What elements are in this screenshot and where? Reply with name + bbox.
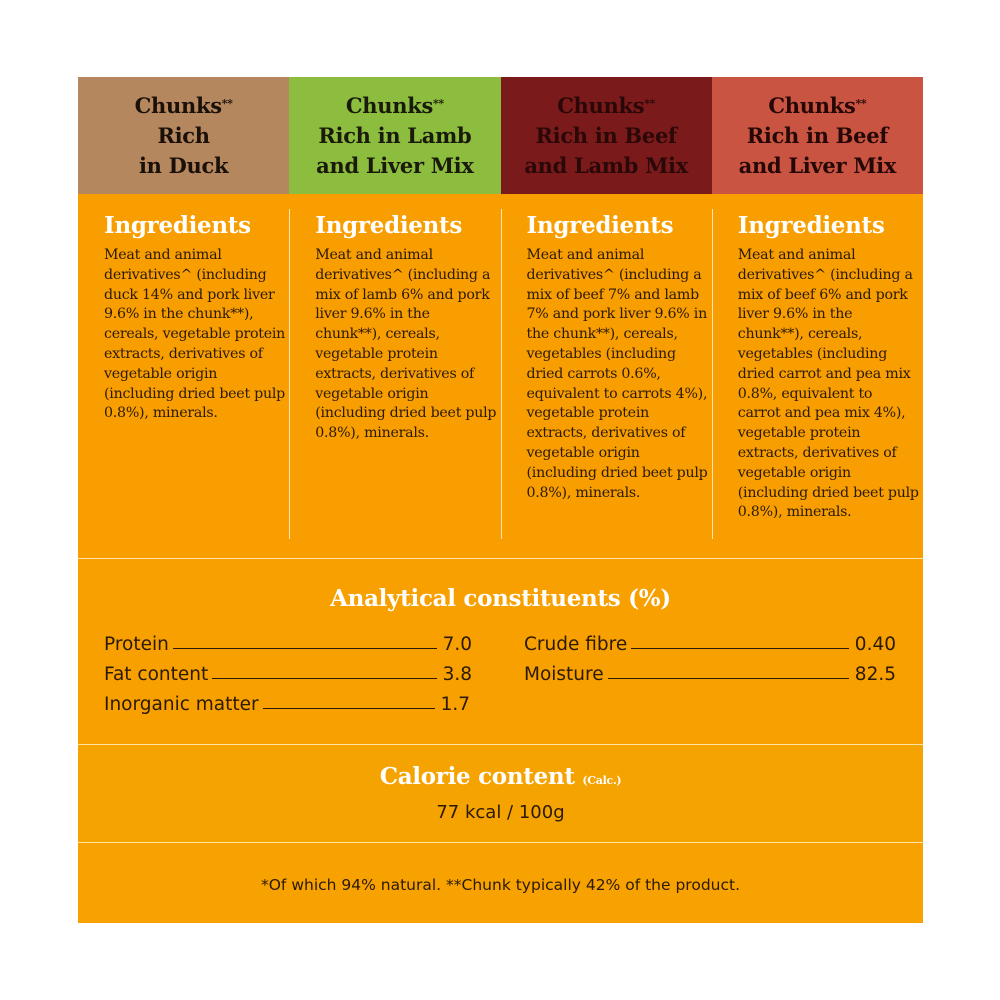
analytical-left-column xyxy=(104,625,472,715)
constituent-label: Moisture xyxy=(524,664,604,685)
calorie-title-text: Calorie content xyxy=(379,763,575,790)
ingredients-title: Ingredients xyxy=(737,212,885,239)
nutrition-panel xyxy=(78,77,923,923)
variant-header-beef-liver xyxy=(712,77,923,194)
header-chunks-label: Chunks xyxy=(345,92,433,118)
header-line-2: Rich xyxy=(157,122,210,148)
analytical-right-column xyxy=(524,625,896,685)
constituent-row-fibre xyxy=(524,625,896,655)
constituent-value: 82.5 xyxy=(854,664,896,685)
constituent-row-inorganic xyxy=(104,685,472,715)
ingredients-column-duck xyxy=(78,194,289,559)
constituent-row-protein xyxy=(104,625,472,655)
header-chunks-label: Chunks xyxy=(557,92,645,118)
header-line-2: Rich in Beef xyxy=(535,122,677,148)
header-mark: ** xyxy=(855,96,867,110)
leader-line xyxy=(631,648,849,649)
constituent-value: 0.40 xyxy=(854,634,896,655)
leader-line xyxy=(608,678,849,679)
calorie-title xyxy=(78,763,923,790)
variant-header-beef-lamb xyxy=(501,77,712,194)
header-line-1 xyxy=(768,91,866,121)
ingredients-column-lamb-liver xyxy=(289,194,500,559)
ingredients-title: Ingredients xyxy=(104,212,251,239)
ingredients-title: Ingredients xyxy=(315,212,463,239)
constituent-row-fat xyxy=(104,655,472,685)
constituent-label: Protein xyxy=(104,634,169,655)
ingredients-text: Meat and animal derivatives^ (including a mix of beef 7% and lamb 7% and pork liver 9.6% in the chunk**), cereals, vegetables (including dried carrots 0.6%, equivalent to carrots 4%), vegetable protein extracts, derivatives of vegetable origin (including dried beet pulp 0.8%), minerals. xyxy=(526,247,708,501)
leader-line xyxy=(173,648,437,649)
footnote-text: *Of which 94% natural. **Chunk typically 42% of the product. xyxy=(260,876,741,894)
ingredients-title: Ingredients xyxy=(526,212,674,239)
ingredients-text: Meat and animal derivatives^ (including a mix of lamb 6% and pork liver 9.6% in the chunk**), cereals, vegetable protein extracts, derivatives of vegetable origin (including dried beet pulp 0.8%), minerals. xyxy=(315,247,497,442)
leader-line xyxy=(212,678,436,679)
constituent-row-moisture xyxy=(524,655,896,685)
header-chunks-label: Chunks xyxy=(134,92,222,118)
header-line-1 xyxy=(346,91,444,121)
constituent-label: Inorganic matter xyxy=(104,694,259,715)
header-line-3: in Duck xyxy=(138,152,229,178)
header-chunks-label: Chunks xyxy=(768,92,856,118)
header-mark: ** xyxy=(432,96,444,110)
ingredients-text: Meat and animal derivatives^ (including a mix of beef 6% and pork liver 9.6% in the chunk**), cereals, vegetables (including dried carrot and pea mix 0.8%, equivalent to carrot and pea mix 4%), vegetable protein extracts, derivatives of vegetable origin (including dried beet pulp 0.8%), minerals. xyxy=(737,247,919,521)
constituent-value: 7.0 xyxy=(442,634,472,655)
constituent-value: 3.8 xyxy=(442,664,472,685)
ingredients-section xyxy=(78,194,923,559)
calorie-section xyxy=(78,745,923,843)
leader-line xyxy=(263,708,435,709)
variant-header-duck xyxy=(78,77,289,194)
header-line-3: and Liver Mix xyxy=(738,152,897,178)
ingredients-text: Meat and animal derivatives^ (including duck 14% and pork liver 9.6% in the chunk**), cereals, vegetable protein extracts, derivatives of vegetable origin (including dried beet pulp 0.8%), minerals. xyxy=(104,247,286,422)
header-mark: ** xyxy=(644,96,656,110)
variant-headers xyxy=(78,77,923,194)
analytical-title: Analytical constituents (%) xyxy=(330,585,671,612)
variant-header-lamb-liver xyxy=(289,77,500,194)
analytical-constituents-section xyxy=(78,559,923,745)
header-mark: ** xyxy=(221,96,233,110)
header-line-3: and Liver Mix xyxy=(316,152,474,178)
constituent-label: Fat content xyxy=(104,664,209,685)
header-line-2: Rich in Beef xyxy=(746,122,888,148)
header-line-1 xyxy=(557,91,655,121)
constituent-value: 1.7 xyxy=(440,694,470,715)
header-line-1 xyxy=(135,91,233,121)
footnote-section xyxy=(78,843,923,923)
header-line-2: Rich in Lamb xyxy=(318,122,472,148)
ingredients-column-beef-liver xyxy=(712,194,923,559)
calorie-value: 77 kcal / 100g xyxy=(436,802,565,823)
calorie-calc-note: (Calc.) xyxy=(582,774,622,787)
header-line-3: and Lamb Mix xyxy=(524,152,688,178)
ingredients-column-beef-lamb xyxy=(501,194,712,559)
constituent-label: Crude fibre xyxy=(524,634,628,655)
